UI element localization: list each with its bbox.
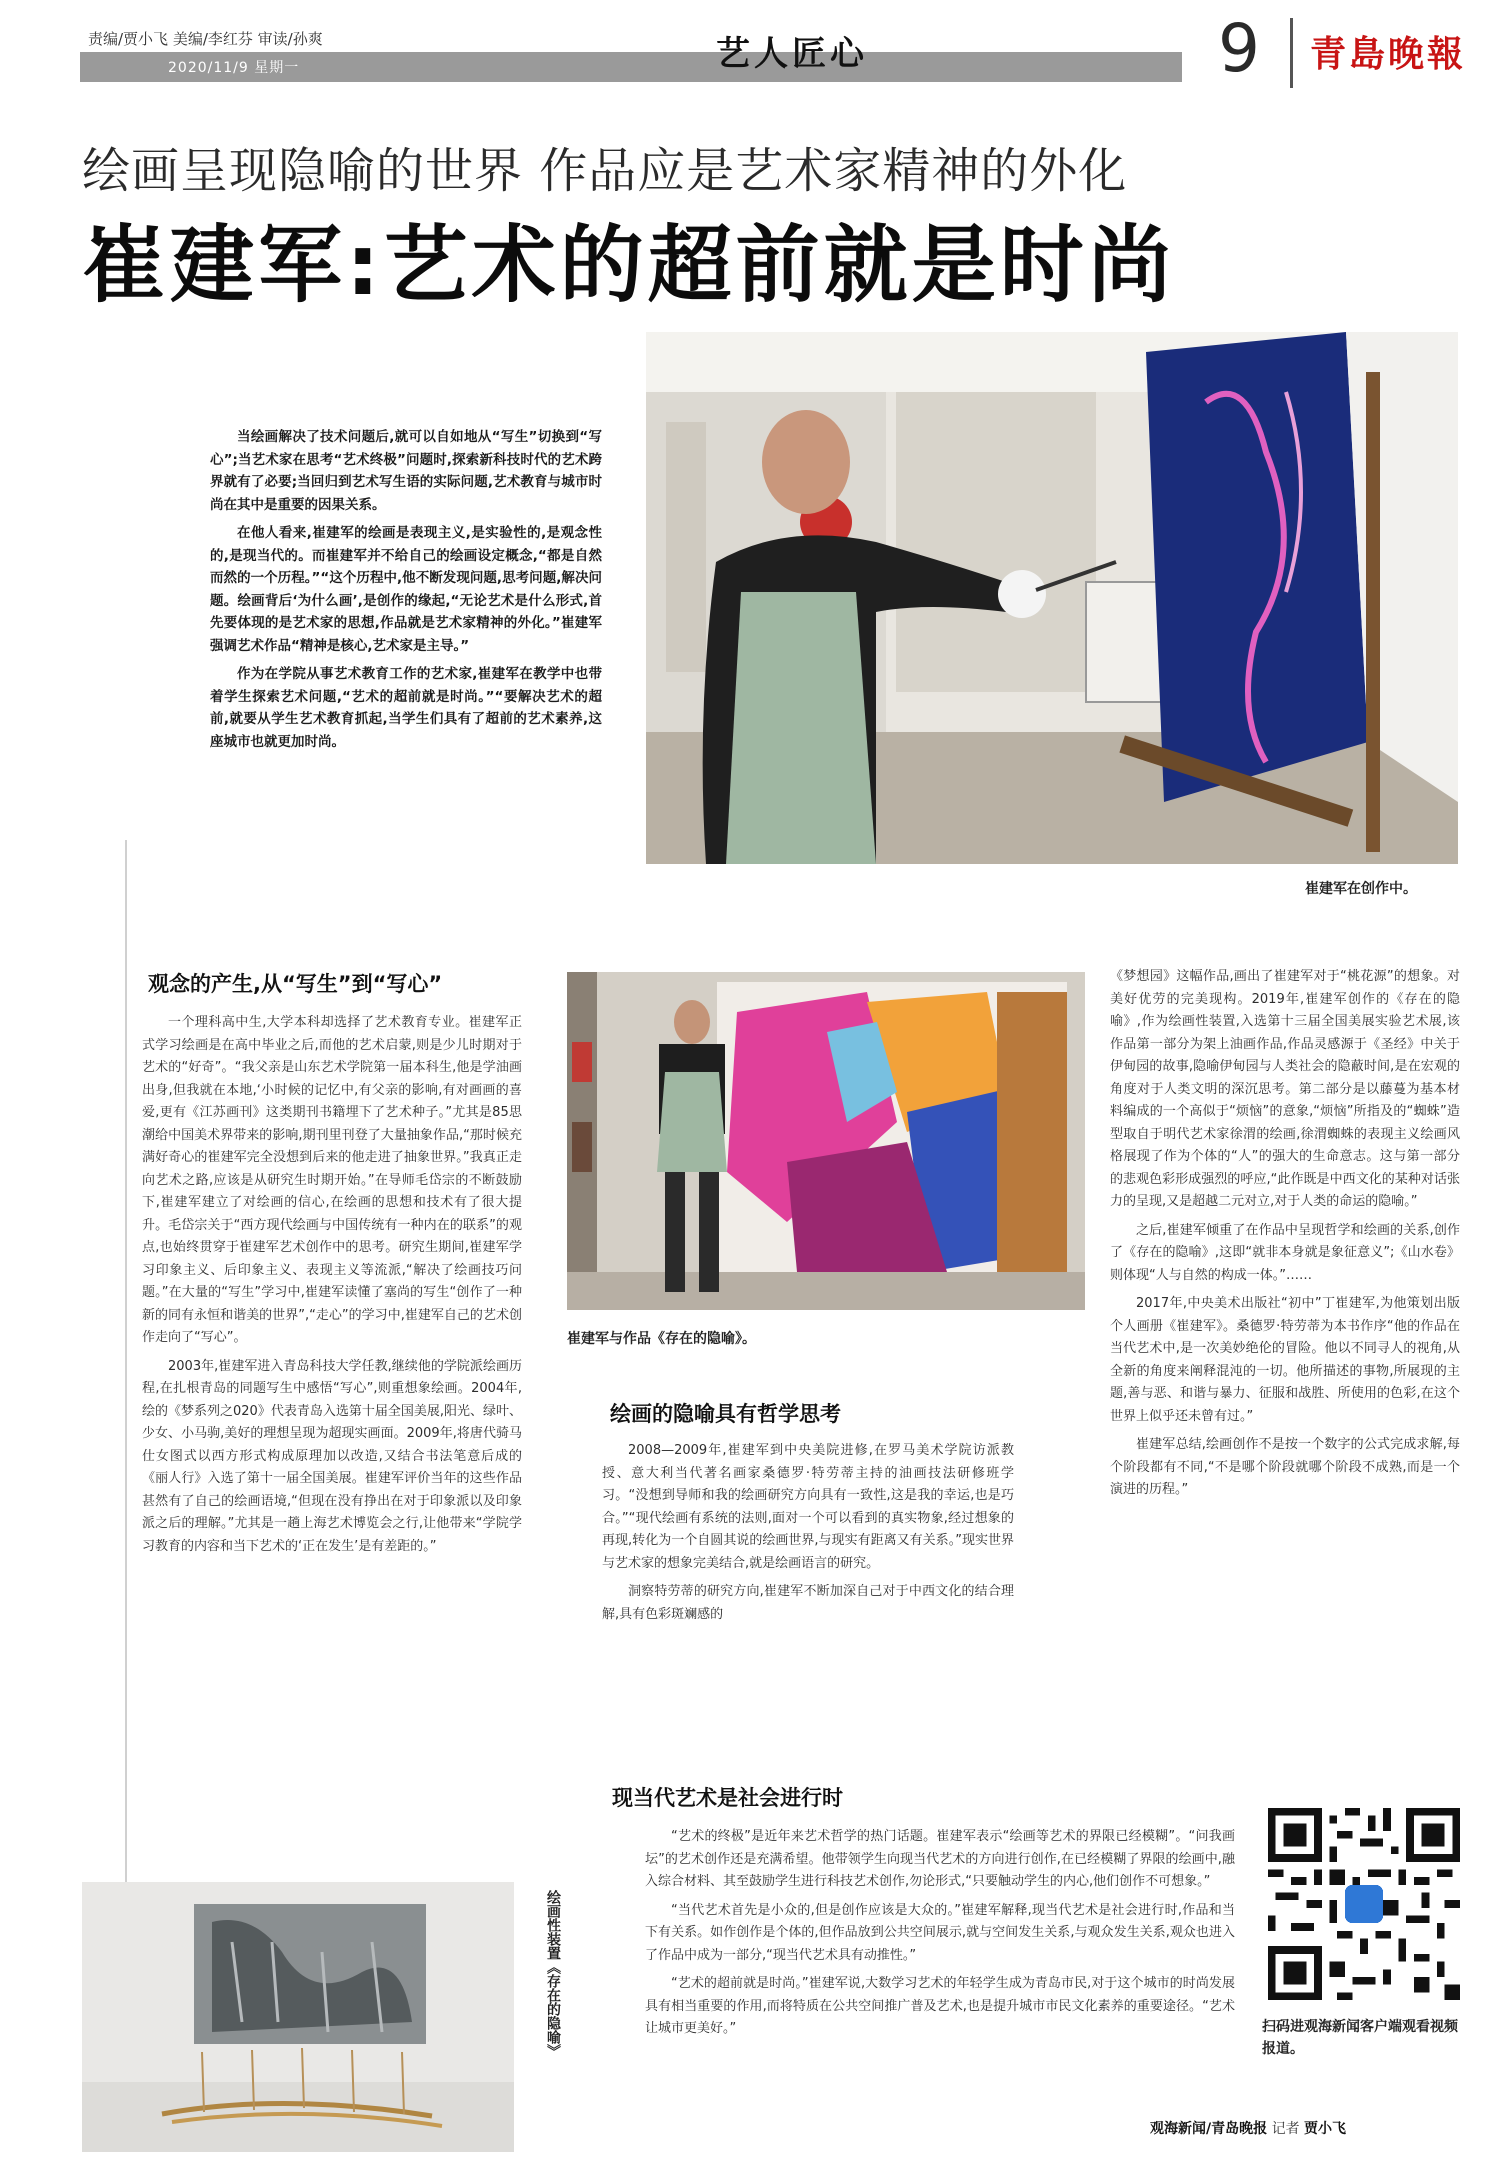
intro-paragraph: 作为在学院从事艺术教育工作的艺术家,崔建军在教学中也带着学生探索艺术问题,“艺术的超前就是时尚。”“要解决艺术的超前,就要从学生艺术教育抓起,当学生们具有了超前的艺术素养,这座城市也就更加时尚。 <box>210 666 602 750</box>
section-heading: 现当代艺术是社会进行时 <box>612 1786 843 1810</box>
lead-photo-artist-painting <box>646 332 1458 864</box>
editor-credits: 责编/贾小飞 美编/李红芬 审读/孙爽 <box>88 30 323 48</box>
section-body <box>645 1826 1235 2047</box>
lead-photo-caption: 崔建军在创作中。 <box>1305 881 1417 897</box>
newspaper-logo: 青島晚報 <box>1310 33 1467 75</box>
byline-source: 观海新闻/青岛晚报 <box>1150 2121 1268 2137</box>
body-paragraph: 崔建军总结,绘画创作不是按一个数字的公式完成求解,每个阶段都有不同,“不是哪个阶段就哪个阶段不成熟,而是一个演进的历程。” <box>1110 1437 1460 1497</box>
body-paragraph: 一个理科高中生,大学本科却选择了艺术教育专业。崔建军正式学习绘画是在高中毕业之后,而他的艺术启蒙,则是少儿时期对于艺术的“好奇”。“我父亲是山东艺术学院第一届本科生,他是学油画出身,但我就在本地,‘小时候的记忆中,有父亲的影响,有对画画的喜爱,更有《江苏画刊》这类期刊书籍埋下了艺术种子。”尤其是85思潮给中国美术界带来的影响,期刊里刊登了大量抽象作品,“那时候充满好奇心的崔建军完全没想到后来的他走进了抽象世界。”我真正走向艺术之路,应该是从研究生时期开始。”在导师毛岱宗的不断鼓励下,崔建军建立了对绘画的信心,在绘画的思想和技术有了很大提升。毛岱宗关于“西方现代绘画与中国传统有一种内在的联系”的观点,也始终贯穿于崔建军艺术创作中的思考。研究生期间,崔建军学习印象主义、后印象主义、表现主义等流派,“解决了绘画技巧问题。”在大量的“写生”学习中,崔建军读懂了塞尚的写生“创作了一种新的同有永恒和谐美的世界”,“走心”的学习中,崔建军自己的艺术创作走向了“写心”。 <box>142 1015 522 1345</box>
body-paragraph: 《梦想园》这幅作品,画出了崔建军对于“桃花源”的想象。对美好优劳的完美现构。2019年,崔建军创作的《存在的隐喻》,作为绘画性装置,入选第十三届全国美展实验艺术展,该作品第一部分为架上油画作品,作品灵感源于《圣经》中关于伊甸园的故事,隐喻伊甸园与人类社会的隐蔽时间,是在宏观的角度对于人类文明的深沉思考。第二部分是以藤蔓为基本材料编成的一个高似于“烦恼”的意象,“烦恼”所指及的“蜘蛛”造型取自于明代艺术家徐渭的绘画,徐渭蜘蛛的表现主义绘画风格展现了作为个体的“人”的强大的生命意志。这与第一部分的悲观色彩形成强烈的呼应,“此作既是中西文化的某种对话张力的呈现,又是超越二元对立,对于人类的命运的隐喻。” <box>1110 969 1460 1209</box>
section-title: 艺人匠心 <box>716 34 868 74</box>
column-rule <box>125 840 127 1890</box>
intro-paragraph: 在他人看来,崔建军的绘画是表现主义,是实验性的,是观念性的,是现当代的。而崔建军并不给自己的绘画设定概念,“都是自然而然的一个历程。”“这个历程中,他不断发现问题,思考问题,解决问题。绘画背后‘为什么画’,是创作的缘起,“无论艺术是什么形式,首先要体现的是艺术家的思想,作品就是艺术家精神的外化。”崔建军强调艺术作品“精神是核心,艺术家是主导。” <box>210 525 602 654</box>
section-heading: 绘画的隐喻具有哲学思考 <box>610 1402 841 1426</box>
photo2-caption: 崔建军与作品《存在的隐喻》。 <box>567 1331 756 1347</box>
issue-date: 2020/11/9 星期一 <box>168 60 300 76</box>
article-headline: 崔建军:艺术的超前就是时尚 <box>82 216 1176 314</box>
article-intro <box>210 426 602 759</box>
byline <box>1150 2118 1346 2138</box>
qr-code-video[interactable] <box>1268 1808 1460 2000</box>
byline-reporter: 贾小飞 <box>1304 2121 1347 2137</box>
body-paragraph: 洞察特劳蒂的研究方向,崔建军不断加深自己对于中西文化的结合理解,具有色彩斑斓感的 <box>602 1584 1014 1622</box>
body-paragraph: 2017年,中央美术出版社“初中”丁崔建军,为他策划出版个人画册《崔建军》。桑德罗·特劳蒂为本书作序“他的作品在当代艺术中,是一次美妙绝伦的冒险。他以不同寻人的视角,从全新的角度来阐释混沌的一切。他所描述的事物,所展现的主题,善与恶、和谐与暴力、征服和战胜、所使用的色彩,在这个世界上似乎还未曾有过。” <box>1110 1296 1460 1424</box>
intro-paragraph: 当绘画解决了技术问题后,就可以自如地从“写生”切换到“写心”;当艺术家在思考“艺术终极”问题时,探索新科技时代的艺术跨界就有了必要;当回归到艺术写生语的实际问题,艺术教育与城市时尚在其中是重要的因果关系。 <box>210 429 602 513</box>
page-number: 9 <box>1218 10 1260 87</box>
body-paragraph: 之后,崔建军倾重了在作品中呈现哲学和绘画的关系,创作了《存在的隐喻》,这即“就非本身就是象征意义”;《山水卷》则体现“人与自然的构成一体。”…… <box>1110 1222 1460 1283</box>
body-paragraph: 2003年,崔建军进入青岛科技大学任教,继续他的学院派绘画历程,在扎根青岛的同题写生中感悟“写心”,则重想象绘画。2004年,绘的《梦系列之020》代表青岛入选第十届全国美展,阳光、绿叶、少女、小马驹,美好的理想呈现为超现实画面。2009年,将唐代骑马仕女图式以西方形式构成原理加以改造,又结合书法笔意后成的《丽人行》入选了第十一届全国美展。崔建军评价当年的这些作品甚然有了自己的绘画语境,“但现在没有挣出在对于印象派以及印象派之后的理解。”尤其是一趟上海艺术博览会之行,让他带来“学院学习教育的内容和当下艺术的‘正在发生’是有差距的。” <box>142 1358 522 1554</box>
photo-artist-with-work <box>567 972 1085 1310</box>
section-body <box>602 1440 1014 1632</box>
section-body <box>142 1012 522 1564</box>
body-paragraph: “当代艺术首先是小众的,但是创作应该是大众的。”崔建军解释,现当代艺术是社会进行时,作品和当下有关系。如作创作是个体的,但作品放到公共空间展示,就与空间发生关系,与观众发生关系,观众也进入了作品中成为一部分,“现当代艺术具有动推性。” <box>645 1902 1235 1963</box>
photo-installation-artwork <box>82 1882 514 2152</box>
article-subheadline: 绘画呈现隐喻的世界 作品应是艺术家精神的外化 <box>82 143 1128 199</box>
body-paragraph: “艺术的超前就是时尚。”崔建军说,大数学习艺术的年轻学生成为青岛市民,对于这个城市的时尚发展具有相当重要的作用,而将特质在公共空间推广普及艺术,也是提升城市市民文化素养的重要途径。“艺术让城市更美好。” <box>645 1976 1235 2036</box>
qr-caption: 扫码进观海新闻客户端观看视频报道。 <box>1262 2019 1458 2057</box>
byline-reporter-label: 记者 <box>1271 2121 1300 2137</box>
section-heading: 观念的产生,从“写生”到“写心” <box>148 972 443 996</box>
body-paragraph: 2008—2009年,崔建军到中央美院进修,在罗马美术学院访派教授、意大利当代著名画家桑德罗·特劳蒂主持的油画技法研修班学习。“没想到导师和我的绘画研究方向具有一致性,这是我的幸运,也是巧合。”“现代绘画有系统的法则,面对一个可以看到的真实物象,经过想象的再现,转化为一个自圆其说的绘画世界,与现实有距离又有关系。”现实世界与艺术家的想象完美结合,就是绘画语言的研究。 <box>602 1443 1014 1571</box>
installation-caption: 绘画性装置《存在的隐喻》 <box>545 1890 561 2058</box>
right-column-body <box>1110 966 1460 1508</box>
masthead-divider <box>1290 18 1293 88</box>
body-paragraph: “艺术的终极”是近年来艺术哲学的热门话题。崔建军表示“绘画等艺术的界限已经模糊”。“问我画坛”的艺术创作还是充满希望。他带领学生向现当代艺术的方向进行创作,在已经模糊了界限的绘画中,融入综合材料、其至鼓励学生进行科技艺术创作,勿论形式,“只要触动学生的内心,他们创作不可想象。” <box>645 1829 1235 1889</box>
